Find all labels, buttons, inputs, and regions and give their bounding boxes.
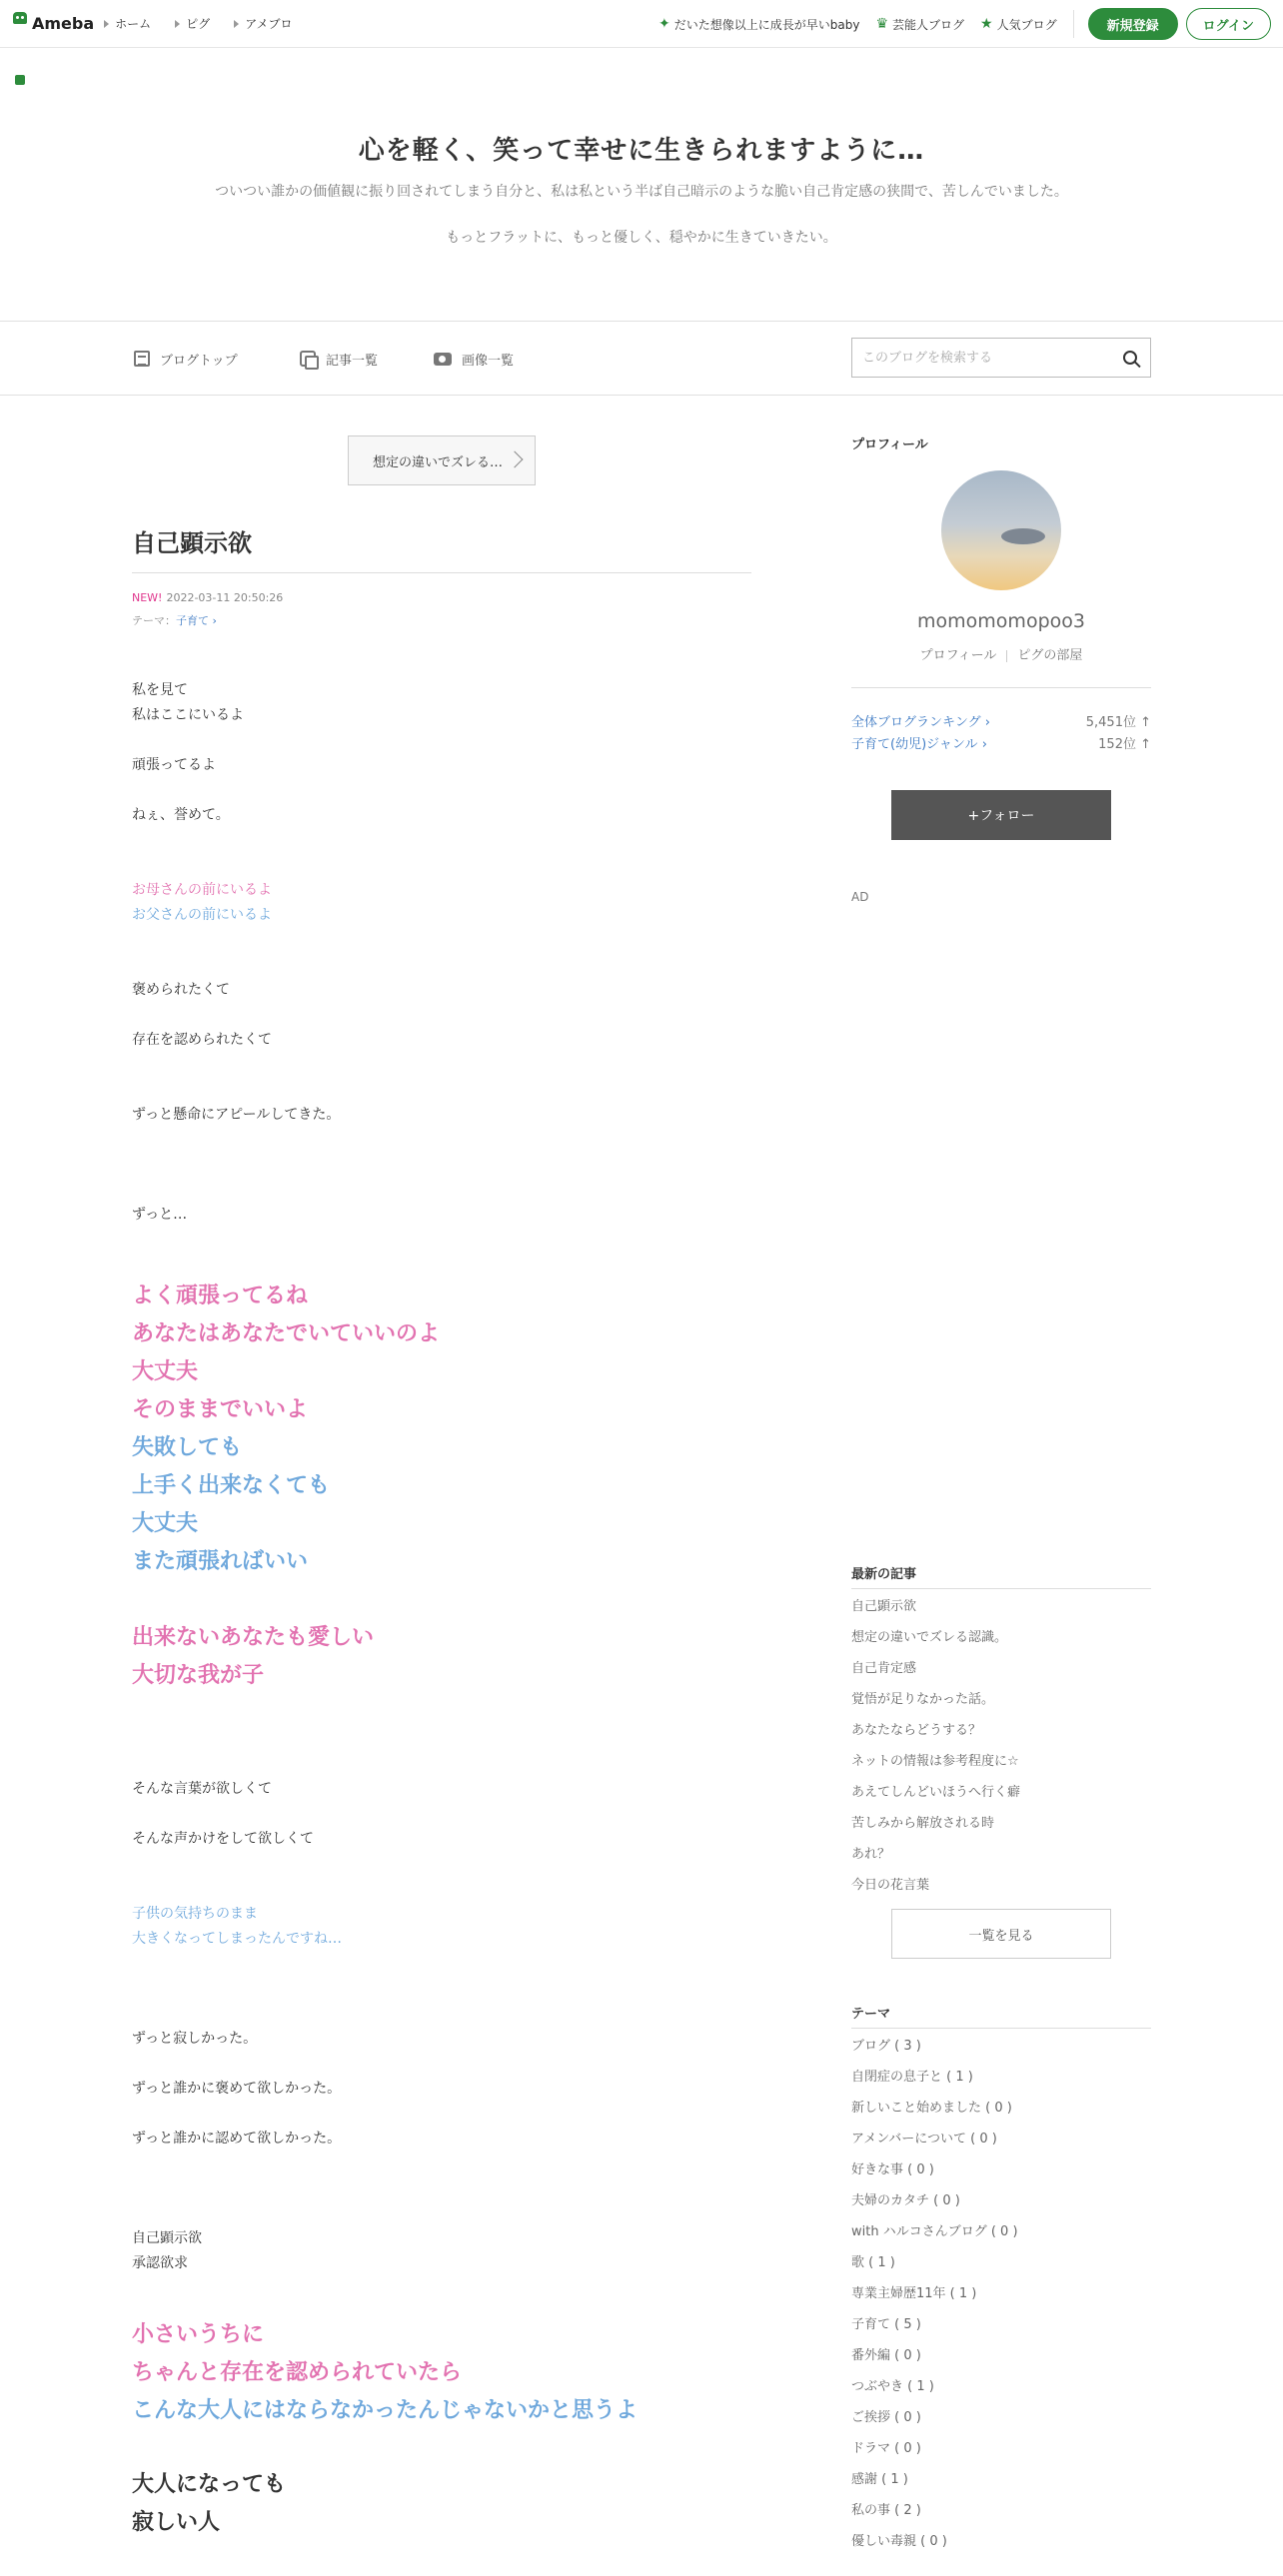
latest-heading: 最新の記事 <box>851 1563 1151 1589</box>
star-icon: ★ <box>980 16 993 32</box>
article-line: 大丈夫 <box>132 1359 199 1384</box>
new-badge: NEW! <box>132 591 163 604</box>
nav-home-label: ホーム <box>115 17 152 31</box>
article-line: 承認欲求 <box>132 2255 188 2271</box>
article-line: ずっと懸命にアピールしてきた。 <box>132 1107 341 1123</box>
latest-article-link[interactable]: あえてしんどいほうへ行く癖 <box>851 1785 1021 1800</box>
prev-article-label: 想定の違いでズレる… <box>372 454 503 470</box>
article-body <box>132 678 751 2576</box>
nav-pig-label: ピグ <box>186 17 211 31</box>
popular-blog-link[interactable] <box>980 16 1057 33</box>
profile-name[interactable]: momomomopoo3 <box>917 610 1085 632</box>
theme-heading: テーマ <box>851 2003 1151 2029</box>
article-theme <box>132 612 751 628</box>
profile-avatar[interactable] <box>941 470 1061 590</box>
search-icon <box>1123 351 1137 365</box>
ranking-genre-value: 152位 ↑ <box>1098 737 1151 752</box>
theme-link[interactable]: 夫婦のカタチ ( 0 ) <box>851 2193 960 2208</box>
article-line: 小さいうちに <box>132 2322 265 2347</box>
article-meta <box>132 591 751 604</box>
theme-link[interactable]: アメンバーについて ( 0 ) <box>851 2132 997 2147</box>
blog-top-link[interactable] <box>134 322 238 396</box>
theme-link[interactable]: 子育て ( 5 ) <box>851 2317 921 2332</box>
theme-list <box>851 2031 1151 2557</box>
search-button[interactable] <box>1110 339 1150 377</box>
theme-link[interactable]: 私の事 ( 2 ) <box>851 2503 921 2518</box>
latest-article-link[interactable]: 想定の違いでズレる認識。 <box>851 1630 1008 1645</box>
triangle-icon <box>175 20 180 28</box>
ameba-logo[interactable] <box>12 12 94 36</box>
popular-blog-label: 人気ブログ <box>996 17 1057 32</box>
article-line: こんな大人にはならなかったんじゃないかと思うよ <box>132 2398 639 2423</box>
pig-room-link[interactable]: ピグの部屋 <box>1017 648 1083 663</box>
article-line: ちゃんと存在を認められていたら <box>132 2360 463 2385</box>
blog-description: ついつい誰かの価値観に振り回されてしまう自分と、私は私という半ば自己暗示のような脆い自己肯定感の狭間で、苦しんでいました。 <box>215 184 1068 200</box>
ranking-overall-label: 全体ブログランキング <box>851 715 981 730</box>
article-line: 上手く出来なくても <box>132 1473 331 1498</box>
latest-list <box>851 1591 1151 1901</box>
sidebar <box>851 396 1151 2557</box>
ranking-overall-link[interactable]: 全体ブログランキング › <box>851 715 990 730</box>
copy-icon <box>300 351 316 367</box>
crown-icon: ♛ <box>875 16 889 32</box>
article-line: そんな言葉が欲しくて <box>132 1781 272 1797</box>
latest-article-link[interactable]: 苦しみから解放される時 <box>851 1816 995 1831</box>
image-list-link[interactable] <box>434 322 514 396</box>
celebrity-blog-label: 芸能人ブログ <box>892 17 965 32</box>
article-line: 存在を認められたくて <box>132 1032 272 1048</box>
divider <box>851 687 1151 688</box>
document-icon <box>134 351 150 367</box>
article-line: 寂しい人 <box>132 2510 221 2535</box>
nav-home[interactable] <box>104 15 151 32</box>
global-nav <box>104 15 292 32</box>
profile-link[interactable]: プロフィール <box>919 648 997 663</box>
blog-title[interactable]: 心を軽く、笑って幸せに生きられますように… <box>358 136 925 166</box>
latest-article-link[interactable]: 今日の花言葉 <box>851 1878 930 1893</box>
chevron-right-icon <box>507 451 524 468</box>
article-line: 子供の気持ちのまま <box>132 1906 258 1922</box>
follow-button[interactable]: +フォロー <box>891 790 1111 840</box>
blog-search <box>851 338 1151 378</box>
nav-pig[interactable] <box>175 15 210 32</box>
global-header <box>0 0 1283 48</box>
theme-link[interactable]: ご挨拶 ( 0 ) <box>851 2410 921 2425</box>
article-line: また頑張ればいい <box>132 1549 309 1574</box>
prev-article-button[interactable] <box>348 435 536 485</box>
article-line: 失敗しても <box>132 1435 243 1460</box>
blog-header <box>0 48 1283 322</box>
ranking-overall-value: 5,451位 ↑ <box>1085 715 1151 730</box>
blog-top-label: ブログトップ <box>160 353 238 369</box>
triangle-icon <box>234 20 239 28</box>
header-right <box>642 0 1271 48</box>
ranking-genre-label: 子育て(幼児)ジャンル <box>851 737 978 752</box>
theme-link[interactable]: 優しい毒親 ( 0 ) <box>851 2534 947 2549</box>
image-list-label: 画像一覧 <box>462 353 515 369</box>
article-line: 大丈夫 <box>132 1511 199 1536</box>
article-date: 2022-03-11 20:50:26 <box>166 591 284 604</box>
celebrity-blog-link[interactable] <box>875 16 964 33</box>
ameba-mascot-icon <box>12 12 28 36</box>
search-input[interactable] <box>852 339 1110 377</box>
article-line: 大人になっても <box>132 2472 287 2497</box>
article-line: ずっと… <box>132 1207 188 1223</box>
blog-nav <box>0 322 1283 396</box>
article-list-label: 記事一覧 <box>326 353 379 369</box>
divider <box>1073 10 1074 38</box>
divider <box>1006 650 1007 662</box>
theme-link-label: 子育て <box>176 614 209 627</box>
ranking-row <box>851 734 1151 756</box>
article-line: そんな声かけをして欲しくて <box>132 1831 314 1847</box>
article-line: 出来ないあなたも愛しい <box>132 1625 375 1650</box>
latest-article-link[interactable]: 覚悟が足りなかった話。 <box>851 1692 995 1707</box>
theme-link[interactable]: 専業主婦歴11年 ( 1 ) <box>851 2286 977 2301</box>
article-line: ねぇ、誉めて。 <box>132 807 230 823</box>
article-line: 褒められたくて <box>132 982 230 998</box>
article-line: ずっと寂しかった。 <box>132 2031 258 2047</box>
ad-label: AD <box>851 890 869 904</box>
article-main <box>132 396 751 2576</box>
blog-description-2: もっとフラットに、もっと優しく、穏やかに生きていきたい。 <box>446 230 837 247</box>
latest-article-link[interactable]: 自己顕示欲 <box>851 1599 917 1614</box>
theme-link[interactable]: with ハルコさんブログ ( 0 ) <box>851 2224 1018 2239</box>
theme-link[interactable]: つぶやき ( 1 ) <box>851 2379 934 2394</box>
article-line: 頑張ってるよ <box>132 757 216 773</box>
theme-label: テーマ： <box>132 614 176 627</box>
article-line: お父さんの前にいるよ <box>132 907 272 923</box>
nav-amebro-label: アメブロ <box>245 17 293 31</box>
theme-link[interactable]: 自閉症の息子と ( 1 ) <box>851 2070 973 2085</box>
featured-link-label: だいた想像以上に成長が早いbaby <box>673 17 860 32</box>
latest-article-link[interactable]: あなたならどうする？ <box>851 1723 982 1738</box>
ranking-genre-link[interactable]: 子育て(幼児)ジャンル › <box>851 737 987 752</box>
theme-link[interactable]: 好きな事 ( 0 ) <box>851 2162 934 2177</box>
featured-link[interactable] <box>658 16 859 33</box>
article-line: あなたはあなたでいていいのよ <box>132 1321 441 1346</box>
article-list-link[interactable] <box>300 322 378 396</box>
theme-link[interactable]: 子育て › <box>176 614 217 627</box>
article-title[interactable]: 自己顕示欲 <box>132 523 751 573</box>
theme-link[interactable]: 歌 ( 1 ) <box>851 2255 895 2270</box>
rankings <box>851 712 1151 756</box>
article-line: 私を見て <box>132 682 188 698</box>
profile-links <box>851 644 1151 663</box>
ranking-row <box>851 712 1151 734</box>
latest-article-link[interactable]: 自己肯定感 <box>851 1661 917 1676</box>
profile-heading: プロフィール <box>851 437 928 452</box>
latest-article-link[interactable]: あれ？ <box>851 1847 891 1862</box>
camera-icon <box>434 353 452 366</box>
triangle-icon <box>104 20 109 28</box>
theme-link[interactable]: ブログ ( 3 ) <box>851 2039 921 2054</box>
article-line: ずっと誰かに褒めて欲しかった。 <box>132 2081 342 2097</box>
view-all-button[interactable]: 一覧を見る <box>891 1909 1111 1959</box>
article-line: 自己顕示欲 <box>132 2230 202 2246</box>
theme-link[interactable]: ドラマ ( 0 ) <box>851 2441 921 2456</box>
login-button[interactable]: ログイン <box>1186 8 1271 40</box>
theme-link[interactable]: 感謝 ( 1 ) <box>851 2472 908 2487</box>
article-line: 私はここにいるよ <box>132 707 244 723</box>
article-line: お母さんの前にいるよ <box>132 882 272 898</box>
article-line: 大きくなってしまったんですね… <box>132 1931 342 1947</box>
signup-button[interactable]: 新規登録 <box>1088 8 1178 40</box>
article-line: そのままでいいよ <box>132 1397 309 1422</box>
sparkle-icon: ✦ <box>658 16 670 32</box>
logo-text: Ameba <box>32 14 95 33</box>
latest-article-link[interactable]: ネットの情報は参考程度に☆ <box>851 1754 1019 1769</box>
theme-link[interactable]: 番外編 ( 0 ) <box>851 2348 921 2363</box>
article-line: ずっと誰かに認めて欲しかった。 <box>132 2131 342 2147</box>
article-line: よく頑張ってるね <box>132 1284 309 1308</box>
article-line: 大切な我が子 <box>132 1663 265 1688</box>
theme-link[interactable]: 新しいこと始めました ( 0 ) <box>851 2101 1012 2116</box>
nav-amebro[interactable] <box>234 15 292 32</box>
